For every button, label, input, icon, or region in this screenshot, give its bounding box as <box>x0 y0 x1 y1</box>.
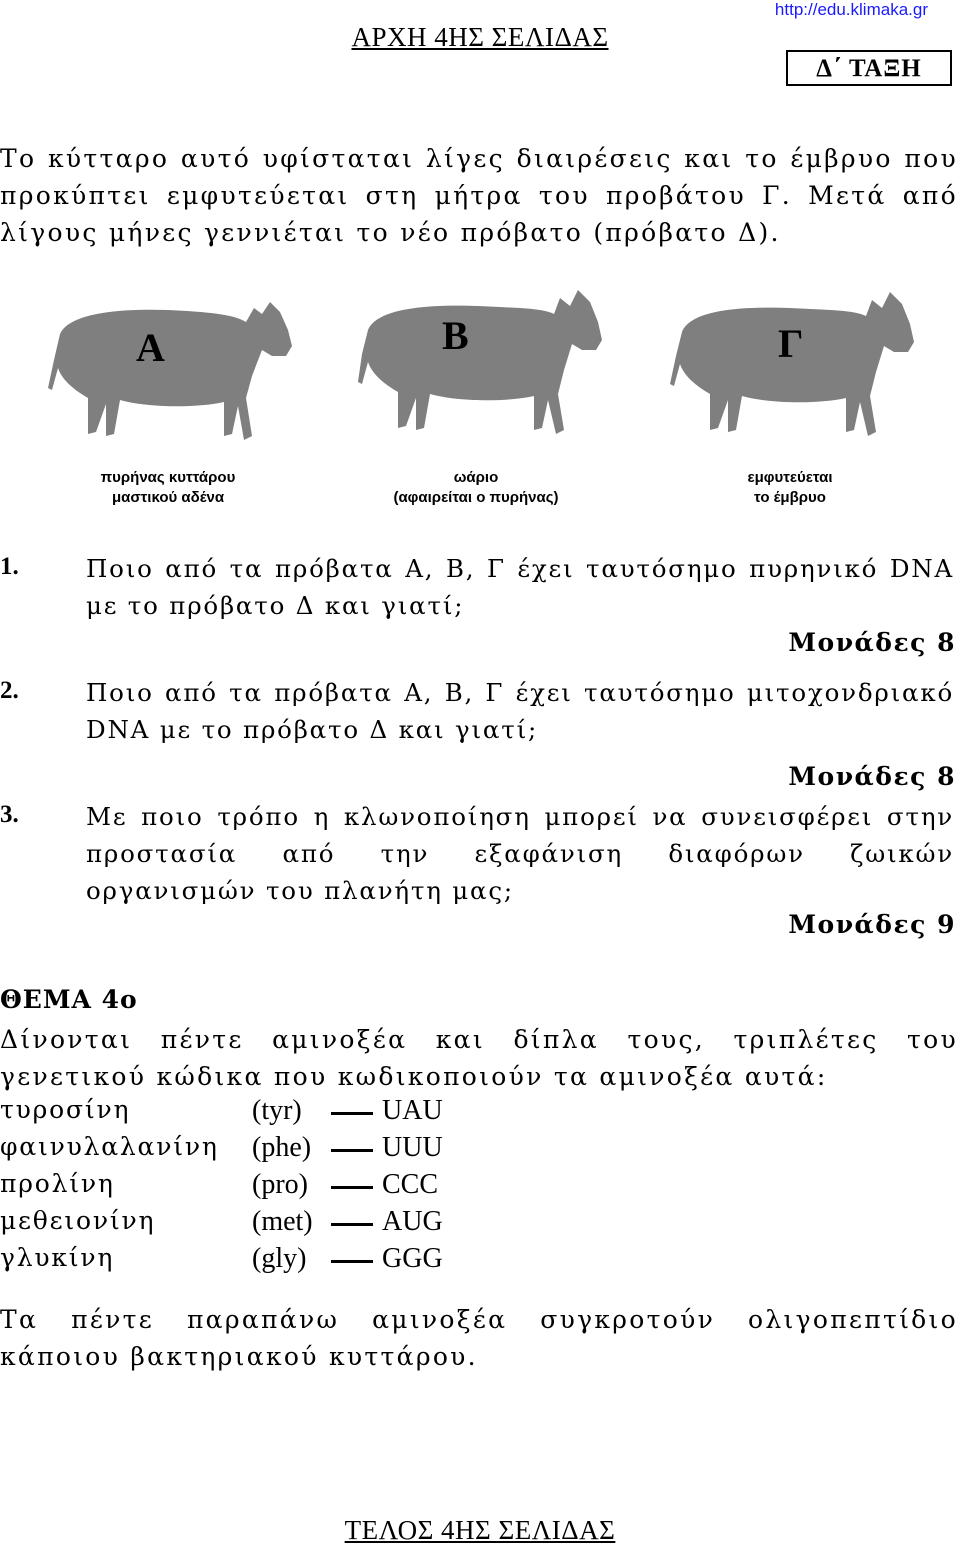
question-1-marks: Μονάδες 8 <box>788 628 956 657</box>
sheep-c-caption-line2: το έμβρυο <box>754 489 826 506</box>
sheep-b-caption-line2: (αφαιρείται ο πυρήνας) <box>393 489 559 506</box>
amino-acid-codon: AUG <box>382 1206 443 1237</box>
question-3-marks: Μονάδες 9 <box>788 910 956 939</box>
amino-acid-abbr: (gly) <box>252 1243 307 1274</box>
amino-acid-codon: UAU <box>382 1095 443 1126</box>
amino-acid-codon: UUU <box>382 1132 443 1163</box>
sheep-a-letter: Α <box>136 325 165 370</box>
question-2-text: Ποιο από τα πρόβατα Α, Β, Γ έχει ταυτόσημο μιτοχονδριακό DNA με το πρόβατο Δ και γιατί; <box>86 678 954 744</box>
amino-acid-dash <box>331 1112 373 1115</box>
amino-acid-dash <box>331 1260 373 1263</box>
amino-acid-dash <box>331 1149 373 1152</box>
question-1-number: 1. <box>0 553 19 580</box>
theme-4-intro: Δίνονται πέντε αμινοξέα και δίπλα τους, τριπλέτες του γενετικού κώδικα που κωδικοποιούν τα αμινοξέα αυτά: <box>0 1025 958 1091</box>
amino-acid-row <box>0 1243 700 1280</box>
sheep-a-silhouette <box>48 294 298 454</box>
question-1-text: Ποιο από τα πρόβατα Α, Β, Γ έχει ταυτόσημο πυρηνικό DNA με το πρόβατο Δ και γιατί; <box>86 554 954 620</box>
amino-acid-codon: GGG <box>382 1243 443 1274</box>
amino-acid-row <box>0 1206 700 1243</box>
sheep-b-caption <box>356 468 596 508</box>
sheep-a-caption-line2: μαστικού αδένα <box>111 489 225 506</box>
amino-acid-name: προλίνη <box>0 1169 115 1198</box>
question-3-number: 3. <box>0 801 19 828</box>
amino-acid-name: φαινυλαλανίνη <box>0 1132 219 1161</box>
sheep-c-caption <box>690 468 890 508</box>
amino-acid-name: μεθειονίνη <box>0 1206 156 1235</box>
amino-acid-row <box>0 1132 700 1169</box>
page-header-title: ΑΡΧΗ 4ΗΣ ΣΕΛΙΔΑΣ <box>351 22 609 52</box>
sheep-c-letter: Γ <box>778 321 804 366</box>
sheep-a-caption <box>58 468 278 508</box>
sheep-a-body <box>48 302 292 440</box>
amino-acid-abbr: (tyr) <box>252 1095 302 1126</box>
sheep-b-body <box>358 290 602 434</box>
theme-4-closing: Τα πέντε παραπάνω αμινοξέα συγκροτούν ολιγοπεπτίδιο κάποιου βακτηριακού κυττάρου. <box>0 1305 958 1371</box>
amino-acid-dash <box>331 1186 373 1189</box>
sheep-b-letter: Β <box>442 313 469 358</box>
question-2-number: 2. <box>0 677 19 704</box>
sheep-cloning-figure <box>40 290 920 510</box>
page-footer-title: ΤΕΛΟΣ 4ΗΣ ΣΕΛΙΔΑΣ <box>344 1515 616 1545</box>
sheep-c-caption-line1: εμφυτεύεται <box>747 469 833 486</box>
amino-acid-abbr: (phe) <box>252 1132 312 1163</box>
sheep-a-caption-line1: πυρήνας κυττάρου <box>100 469 236 486</box>
sheep-b-silhouette <box>358 284 608 444</box>
amino-acid-dash <box>331 1223 373 1226</box>
question-3-text: Με ποιο τρόπο η κλωνοποίηση μπορεί να συνεισφέρει στην προστασία από την εξαφάνιση διαφόρων ζωικών οργανισμών του πλανήτη μας; <box>86 802 954 905</box>
site-url-link[interactable]: http://edu.klimaka.gr <box>774 0 928 19</box>
amino-acid-row <box>0 1169 700 1206</box>
sheep-b-caption-line1: ωάριο <box>453 469 499 486</box>
amino-acid-name: γλυκίνη <box>0 1243 115 1272</box>
class-label-box: Δ΄ ΤΑΞΗ <box>786 50 952 86</box>
amino-acid-abbr: (pro) <box>252 1169 308 1200</box>
amino-acid-row <box>0 1095 700 1132</box>
amino-acid-abbr: (met) <box>252 1206 313 1237</box>
intro-paragraph: Το κύτταρο αυτό υφίσταται λίγες διαιρέσεις και το έμβρυο που προκύπτει εμφυτεύεται στη μήτρα του προβάτου Γ. Μετά από λίγους μήνες γεννιέται το νέο πρόβατο (πρόβατο Δ). <box>0 144 958 247</box>
question-2-marks: Μονάδες 8 <box>788 762 956 791</box>
theme-4-title: ΘΕΜΑ 4ο <box>0 985 138 1014</box>
amino-acid-name: τυροσίνη <box>0 1095 131 1124</box>
sheep-c-silhouette <box>670 288 920 448</box>
amino-acid-codon: CCC <box>382 1169 439 1200</box>
